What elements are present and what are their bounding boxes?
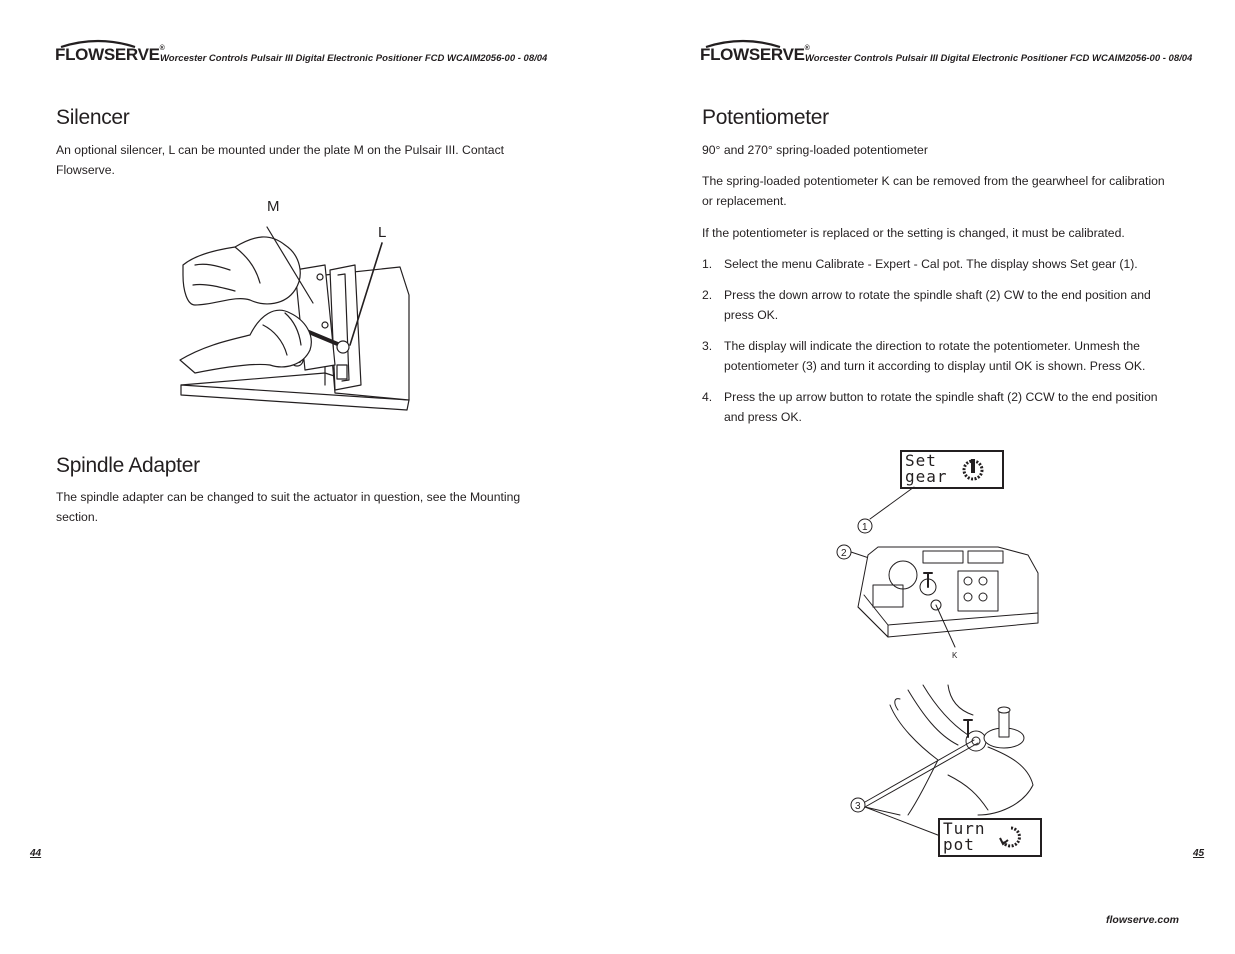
doc-title: Worcester Controls Pulsair III Digital Electronic Positioner FCD WCAIM2056-00 - 08/04	[160, 53, 548, 64]
spindle-adapter-heading: Spindle Adapter	[56, 454, 200, 477]
callout-3: 3	[855, 801, 861, 812]
display-set-gear	[900, 450, 1004, 489]
silencer-illustration	[175, 195, 415, 415]
logo-arc-icon	[704, 38, 782, 48]
flowserve-logo-right: FLOWSERVE®	[700, 45, 810, 65]
rotate-icon	[998, 824, 1024, 850]
display-line1: Set	[905, 451, 937, 470]
page-left	[0, 0, 617, 954]
footer-url[interactable]: flowserve.com	[1106, 914, 1179, 926]
logo-text: FLOWSERVE	[55, 45, 160, 64]
silencer-body: An optional silencer, L can be mounted under the plate M on the Pulsair III. Contact Flowserve.	[56, 143, 505, 177]
display-line2: pot	[943, 835, 975, 854]
display-line1: Turn	[943, 819, 986, 838]
display-turn-pot	[938, 818, 1042, 857]
silencer-heading: Silencer	[56, 106, 130, 129]
callout-2: 2	[841, 548, 847, 559]
potentiometer-para2: If the potentiometer is replaced or the setting is changed, it must be calibrated.	[702, 226, 1125, 240]
page-number-right: 45	[1193, 848, 1205, 859]
page-number-left: 44	[30, 848, 42, 859]
step-item: 2. Press the down arrow to rotate the spindle shaft (2) CW to the end position and press OK.	[702, 288, 1151, 322]
label-l: L	[378, 224, 387, 241]
display-line2: gear	[905, 467, 948, 486]
calibration-steps	[702, 254, 1172, 438]
page-right	[618, 0, 1235, 954]
gear-icon	[960, 456, 986, 482]
doc-title-right: Worcester Controls Pulsair III Digital Electronic Positioner FCD WCAIM2056-00 - 08/04	[805, 53, 1193, 64]
potentiometer-heading: Potentiometer	[702, 106, 829, 129]
potentiometer-figure	[828, 485, 1068, 865]
step-item: 4. Press the up arrow button to rotate the spindle shaft (2) CCW to the end position and press OK.	[702, 390, 1158, 424]
step-item: 3. The display will indicate the direction to rotate the potentiometer. Unmesh the potentiometer (3) and turn it according to display until OK is shown. Press OK.	[702, 339, 1146, 373]
flowserve-logo: FLOWSERVE®	[55, 45, 165, 65]
potentiometer-intro: 90° and 270° spring-loaded potentiometer	[702, 143, 928, 157]
logo-text: FLOWSERVE	[700, 45, 805, 64]
logo-arc-icon	[59, 38, 137, 48]
potentiometer-para1: The spring-loaded potentiometer K can be removed from the gearwheel for calibration or replacement.	[702, 174, 1165, 208]
callout-1: 1	[862, 522, 868, 533]
label-m: M	[267, 198, 280, 215]
spindle-adapter-body: The spindle adapter can be changed to suit the actuator in question, see the Mounting section.	[56, 490, 521, 524]
step-item: 1. Select the menu Calibrate - Expert - Cal pot. The display shows Set gear (1).	[702, 257, 1138, 271]
label-k: K	[952, 651, 958, 660]
